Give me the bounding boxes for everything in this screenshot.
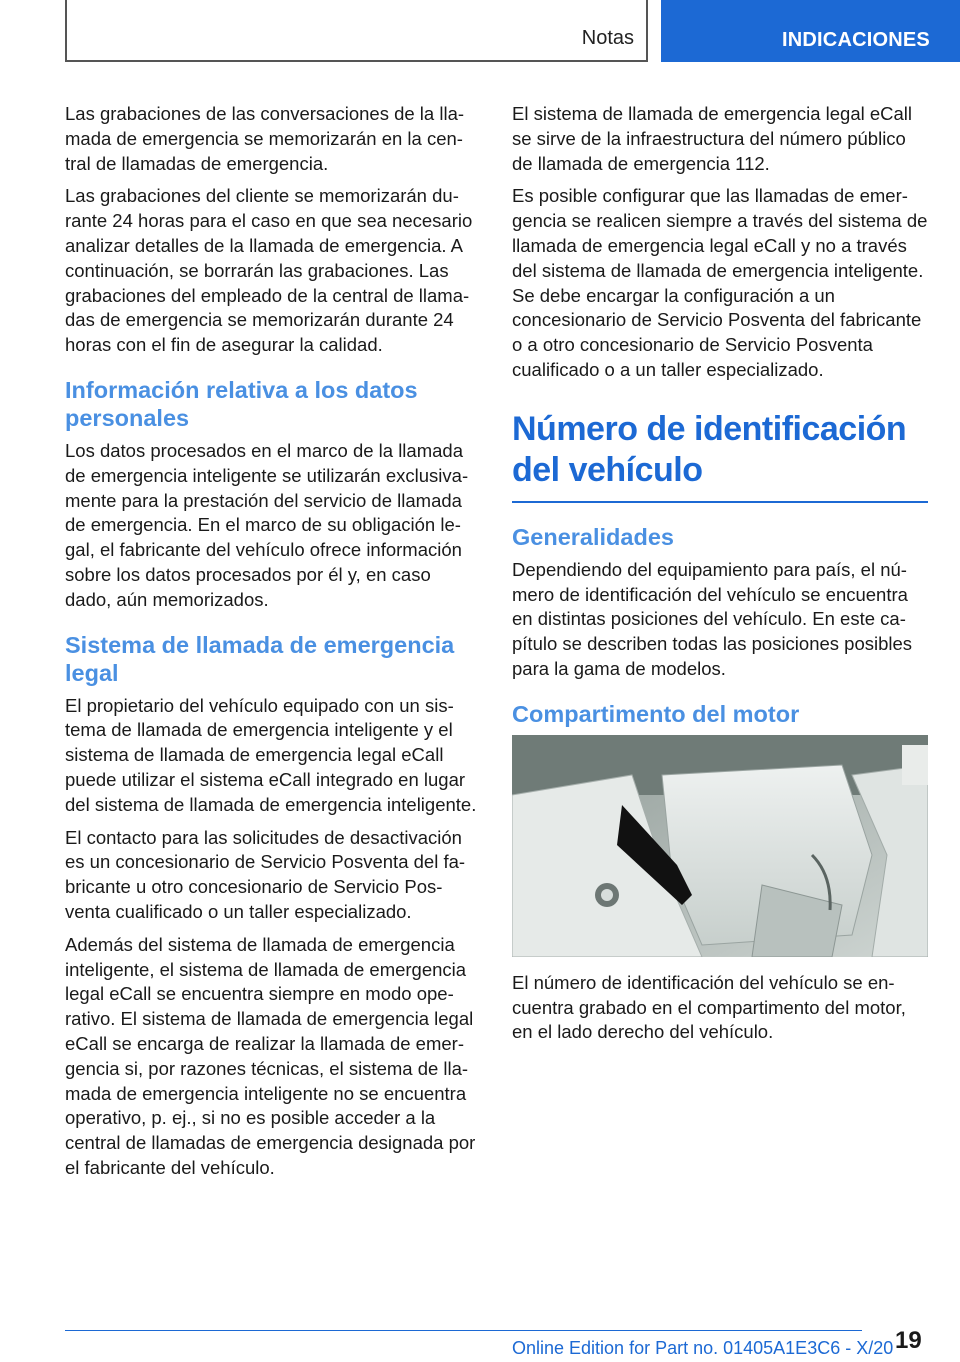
right-column xyxy=(512,102,928,1053)
engine-compartment-photo xyxy=(512,735,928,957)
header-box xyxy=(65,0,648,62)
paragraph: Además del sistema de llamada de emergencia inteligente, el sistema de llamada de emergencia legal eCall se encuentra siempre en modo operativo. El sistema de llamada de emergencia legal eCall se encarga de realizar la llamada de emergencia si, por razones técnicas, el sistema de llamada de emergencia inteligente no se encuentra operativo, p. ej., si no es posible acceder a la central de llamadas de emergencia designada por el fabricante del vehículo. xyxy=(65,933,476,1178)
paragraph: Las grabaciones del cliente se memorizarán durante 24 horas para el caso en que sea necesario analizar detalles de la llamada de emergencia. A continuación, se borrarán las grabaciones. Las grabaciones del empleado de la central de llamadas de emergencia se memorizarán durante 24 horas con el fin de asegurar la calidad. xyxy=(65,185,473,356)
paragraph: El propietario del vehículo equipado con un sistema de llamada de emergencia inteligente y el sistema de llamada de emergencia legal eCall puede utilizar el sistema eCall integrado en lugar del sistema de llamada de emergencia inteligente. xyxy=(65,694,477,815)
chapter-tab-label: INDICACIONES xyxy=(782,29,930,51)
heading-datos-personales: Información relativa a los datos personales xyxy=(65,376,418,431)
paragraph: Las grabaciones de las conversaciones de la llamada de emergencia se memorizarán en la central de llamadas de emergencia. xyxy=(65,103,465,174)
heading-numero-identificacion: Número de identificación del vehículo xyxy=(512,409,907,489)
page-number: 19 xyxy=(895,1327,922,1354)
left-column xyxy=(65,102,477,1189)
paragraph: Dependiendo del equipamiento para país, el número de identificación del vehículo se encuentra en distintas posiciones del vehículo. En este capítulo se describen todas las posiciones posibles para la gama de modelos. xyxy=(512,558,913,679)
chapter-tab[interactable] xyxy=(661,0,960,62)
footer-line xyxy=(65,1330,862,1331)
footer-edition: Online Edition for Part no. 01405A1E3C6 - X/20 xyxy=(512,1338,894,1358)
section-label: Notas xyxy=(581,27,634,49)
paragraph: El contacto para las solicitudes de desactivación es un concesionario de Servicio Posventa del fabricante u otro concesionario de Servicio Posventa cualificado o un taller especializado. xyxy=(65,826,466,922)
paragraph: El sistema de llamada de emergencia legal eCall se sirve de la infraestructura del número público de llamada de emergencia 112. xyxy=(512,103,913,174)
paragraph: Es posible configurar que las llamadas de emergencia se realicen siempre a través del sistema de llamada de emergencia legal eCall y no a través del sistema de llamada de emergencia inteligente. Se debe encargar la configuración a un concesionario de Servicio Posventa del fabricante o a otro concesionario de Servicio Posventa cualificado o a un taller especializado. xyxy=(512,185,928,380)
paragraph: El número de identificación del vehículo se encuentra grabado en el compartimento del motor, en el lado derecho del vehículo. xyxy=(512,971,906,1043)
heading-generalidades: Generalidades xyxy=(512,523,674,550)
heading-compartimento-motor: Compartimento del motor xyxy=(512,700,800,727)
paragraph: Los datos procesados en el marco de la llamada de emergencia inteligente se utilizarán exclusivamente para la prestación del servicio de llamada de emergencia. En el marco de su obligación legal, el fabricante del vehículo ofrece información sobre los datos procesados por él y, en caso dado, aún memorizados. xyxy=(65,439,469,610)
heading-rule xyxy=(512,501,928,503)
heading-llamada-legal: Sistema de llamada de emergencia legal xyxy=(65,631,455,686)
